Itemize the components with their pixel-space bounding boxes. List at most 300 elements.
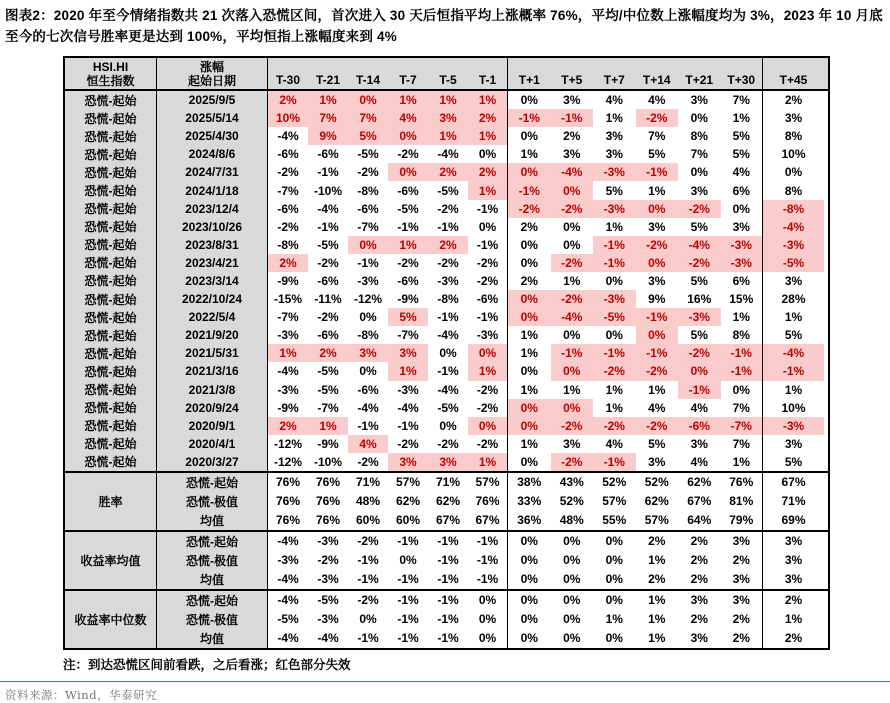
column-header-t+7: T+7 [603,73,625,87]
table-row [65,453,828,471]
value-cell: -1% [593,236,636,254]
row-date: 2023/8/31 [157,236,268,254]
value-cell: -5% [763,254,824,272]
value-cell: -11% [314,292,342,307]
value-cell: 7% [348,109,388,127]
value-cell: -6% [317,273,339,288]
table-row [65,127,828,145]
summary-value-cell: 0% [563,593,581,608]
summary-sub-label: 恐慌-极值 [157,492,268,511]
summary-value-cell: -4% [277,593,299,608]
summary-value-cell: 57% [602,494,627,509]
value-cell: -3% [593,200,636,218]
column-header-t+45: T+45 [779,73,808,87]
value-cell: -2% [678,200,721,218]
value-cell: 3% [348,344,388,362]
value-cell: -2% [437,255,459,270]
value-cell: -1% [636,308,679,326]
value-cell: 3% [648,219,666,234]
summary-value-cell: 1% [605,612,623,627]
value-cell: 4% [648,400,666,415]
value-cell: 3% [563,93,581,108]
column-header-t+1: T+1 [518,73,540,87]
value-cell: -2% [277,165,299,180]
value-cell: 0% [551,181,594,199]
value-cell: 0% [551,399,594,417]
summary-value-cell: 2% [690,534,708,549]
value-cell: 1% [648,382,666,397]
summary-sub-label: 恐慌-极值 [157,551,268,570]
summary-value-cell: 60% [355,513,381,528]
summary-value-cell: -1% [437,612,459,627]
value-cell: 0% [439,418,457,433]
value-cell: 3% [563,147,581,162]
value-cell: 1% [784,382,803,397]
value-cell: 0% [359,310,377,325]
value-cell: -3% [593,163,636,181]
row-date: 2023/10/26 [157,218,268,236]
summary-value-cell: 0% [520,612,538,627]
summary-value-cell: 3% [784,534,803,549]
summary-value-cell: -4% [277,631,299,646]
value-cell: 0% [388,163,428,181]
value-cell: -2% [551,417,594,435]
value-cell: -4% [551,308,594,326]
value-cell: 2% [468,163,508,181]
summary-value-cell: 0% [605,553,623,568]
value-cell: 1% [468,362,508,380]
row-label: 恐慌-起始 [65,435,157,453]
value-cell: -1% [357,418,379,433]
value-cell: -1% [721,344,764,362]
summary-value-cell: 62% [687,475,712,490]
source-attribution: 资料来源：Wind，华泰研究 [5,687,158,702]
value-cell: -6% [277,147,299,162]
value-cell: -3% [397,382,419,397]
table-row [65,344,828,362]
header-change-label: 涨幅 [199,59,224,74]
summary-value-cell: -1% [357,572,379,587]
value-cell: -1% [593,453,636,471]
summary-value-cell: 62% [644,494,669,509]
value-cell: -2% [636,236,679,254]
value-cell: -9% [277,273,299,288]
value-cell: 0% [563,328,581,343]
summary-value-cell: 0% [520,534,538,549]
value-cell: 0% [605,328,623,343]
value-cell: -7% [357,219,379,234]
value-cell: -1% [397,219,419,234]
value-cell: 7% [721,91,764,109]
value-cell: 2% [784,93,803,108]
value-cell: -2% [317,310,339,325]
summary-value-cell: 0% [359,612,377,627]
summary-value-cell: -2% [317,553,339,568]
value-cell: -1% [468,236,508,254]
value-cell: -1% [593,254,636,272]
table-row [65,200,828,218]
value-cell: 4% [348,435,388,453]
value-cell: 3% [690,436,708,451]
value-cell: -2% [397,255,419,270]
summary-value-cell: -3% [317,612,339,627]
value-cell: 16% [687,292,712,307]
table-row [65,308,828,326]
table-row [65,290,828,308]
value-cell: 0% [721,381,764,399]
value-cell: -10% [313,454,342,469]
value-cell: 2% [520,219,538,234]
value-cell: 3% [605,147,623,162]
value-cell: -1% [468,308,508,326]
value-cell: -5% [437,400,459,415]
summary-sub-label: 恐慌-起始 [157,591,268,610]
summary-label: 收益率中位数 [65,591,157,648]
value-cell: -3% [437,273,459,288]
value-cell: -2% [317,255,339,270]
summary-value-cell: 2% [690,612,708,627]
value-cell: -12% [353,292,382,307]
value-cell: -6% [468,290,508,308]
summary-value-cell: 0% [468,629,508,648]
summary-value-cell: 0% [605,572,623,587]
summary-value-cell: 3% [784,572,803,587]
row-label: 恐慌-起始 [65,399,157,417]
row-date: 2020/4/1 [157,435,268,453]
value-cell: 3% [784,436,803,451]
summary-value-cell: 0% [468,591,508,610]
value-cell: -9% [397,292,419,307]
value-cell: 0% [636,254,679,272]
summary-value-cell: 0% [563,612,581,627]
summary-value-cell: 71% [355,475,381,490]
value-cell: -6% [317,147,339,162]
summary-value-cell: -1% [397,593,419,608]
value-cell: 0% [636,200,679,218]
value-cell: 1% [605,111,623,126]
summary-value-cell: 0% [563,553,581,568]
value-cell: 1% [468,453,508,471]
header-index-code: HSI.HI [92,59,129,74]
summary-value-cell: -4% [277,572,299,587]
value-cell: 0% [784,165,803,180]
summary-block [65,532,828,591]
summary-value-cell: 52% [559,494,584,509]
value-cell: 4% [690,454,708,469]
row-label: 恐慌-起始 [65,344,157,362]
summary-label: 收益率均值 [65,532,157,589]
summary-value-cell: -1% [357,631,379,646]
table-row [65,218,828,236]
summary-value-cell: 76% [275,513,301,528]
summary-value-cell: 55% [602,513,627,528]
summary-value-cell: -1% [437,553,459,568]
value-cell: -7% [397,328,419,343]
value-cell: -2% [437,201,459,216]
table-row [65,326,828,344]
value-cell: -6% [357,382,379,397]
value-cell: -2% [593,417,636,435]
summary-value-cell: 2% [721,629,764,648]
value-cell: 1% [428,91,468,109]
value-cell: 3% [563,436,581,451]
table-row [65,381,828,399]
value-cell: -6% [678,417,721,435]
summary-value-cell: 2% [721,551,764,570]
value-cell: 1% [520,436,538,451]
summary-value-cell: -1% [468,532,508,551]
value-cell: 1% [520,328,538,343]
summary-value-cell: 76% [275,494,301,509]
column-header-t-1: T-1 [468,58,508,89]
summary-value-cell: 0% [520,593,538,608]
value-cell: -1% [508,109,551,127]
value-cell: 0% [690,111,708,126]
value-cell: 1% [605,400,623,415]
value-cell: -4% [763,344,824,362]
value-cell: 2% [268,91,308,109]
value-cell: 8% [690,129,708,144]
summary-value-cell: -1% [397,572,419,587]
summary-value-cell: 76% [721,473,764,492]
table-row [65,163,828,181]
value-cell: -3% [678,308,721,326]
value-cell: -2% [397,147,419,162]
value-cell: -5% [593,308,636,326]
row-date: 2023/12/4 [157,200,268,218]
value-cell: 0% [468,218,508,236]
row-label: 恐慌-起始 [65,453,157,471]
value-cell: -1% [437,219,459,234]
value-cell: 7% [721,435,764,453]
value-cell: 0% [508,417,551,435]
summary-value-cell: -3% [317,534,339,549]
summary-value-cell: -4% [317,631,339,646]
value-cell: -5% [397,201,419,216]
summary-value-cell: -2% [357,593,379,608]
value-cell: 0% [520,255,538,270]
summary-value-cell: 64% [687,513,712,528]
summary-value-cell: 48% [355,494,381,509]
value-cell: 6% [721,272,764,290]
summary-value-cell: 3% [784,553,803,568]
value-cell: 1% [388,91,428,109]
value-cell: -8% [357,328,379,343]
row-label: 恐慌-起始 [65,272,157,290]
summary-value-cell: -1% [437,593,459,608]
value-cell: 1% [721,109,764,127]
value-cell: 5% [721,127,764,145]
summary-value-cell: 81% [721,492,764,511]
value-cell: 3% [784,273,803,288]
value-cell: -2% [636,417,679,435]
summary-value-cell: 1% [784,612,803,627]
summary-value-cell: 52% [602,475,627,490]
table-row [65,399,828,417]
summary-value-cell: 0% [563,631,581,646]
value-cell: 4% [605,436,623,451]
summary-value-cell: -1% [397,534,419,549]
summary-value-cell: 67% [468,511,508,530]
value-cell: 1% [784,310,803,325]
row-date: 2021/9/20 [157,326,268,344]
summary-value-cell: 0% [605,593,623,608]
value-cell: -1% [437,364,459,379]
row-label: 恐慌-起始 [65,254,157,272]
value-cell: -2% [551,453,594,471]
row-date: 2023/4/21 [157,254,268,272]
row-date: 2025/4/30 [157,127,268,145]
value-cell: 1% [563,382,581,397]
summary-sub-label: 均值 [157,511,268,530]
summary-value-cell: -1% [437,534,459,549]
value-cell: 5% [721,145,764,163]
row-label: 恐慌-起始 [65,145,157,163]
value-cell: 3% [784,111,803,126]
summary-value-cell: 76% [468,492,508,511]
table-row [65,91,828,109]
row-date: 2025/5/14 [157,109,268,127]
summary-value-cell: 62% [395,494,421,509]
value-cell: -1% [721,362,764,380]
value-cell: 1% [605,219,623,234]
value-cell: -7% [277,310,299,325]
value-cell: 0% [721,200,764,218]
value-cell: -5% [437,183,459,198]
value-cell: 5% [690,219,708,234]
value-cell: 10% [781,400,806,415]
value-cell: -2% [468,272,508,290]
value-cell: 3% [690,93,708,108]
value-cell: 10% [781,147,806,162]
value-cell: -2% [357,454,379,469]
column-header-t-21: T-21 [315,73,340,87]
summary-value-cell: 0% [520,553,538,568]
table-header-row [65,58,828,91]
value-cell: 5% [784,454,803,469]
value-cell: 1% [520,147,538,162]
value-cell: 3% [721,218,764,236]
value-cell: 7% [648,129,666,144]
value-cell: -4% [678,236,721,254]
value-cell: -2% [551,200,594,218]
value-cell: -15% [273,292,302,307]
row-label: 恐慌-起始 [65,417,157,435]
value-cell: 0% [563,237,581,252]
value-cell: 0% [359,364,377,379]
summary-value-cell: 3% [690,593,708,608]
value-cell: 4% [388,109,428,127]
summary-value-cell: 67% [687,494,712,509]
table-row [65,109,828,127]
summary-value-cell: 0% [520,631,538,646]
row-date: 2024/1/18 [157,181,268,199]
value-cell: -2% [397,436,419,451]
value-cell: -1% [593,344,636,362]
value-cell: -4% [437,382,459,397]
summary-value-cell: 1% [648,631,666,646]
table-summary [65,473,828,648]
value-cell: -1% [437,310,459,325]
summary-value-cell: 2% [690,572,708,587]
summary-label: 胜率 [65,473,157,530]
value-cell: 0% [468,145,508,163]
value-cell: -3% [721,236,764,254]
value-cell: 1% [388,236,428,254]
value-cell: 8% [721,326,764,344]
column-header-t-30: T-30 [275,73,300,87]
value-cell: 0% [520,129,538,144]
value-cell: -6% [397,273,419,288]
value-cell: 5% [348,127,388,145]
summary-value-cell: -1% [397,631,419,646]
summary-value-cell: 0% [563,572,581,587]
row-date: 2021/5/31 [157,344,268,362]
value-cell: -8% [437,292,459,307]
summary-sub-label: 均值 [157,570,268,589]
summary-value-cell: 1% [648,612,666,627]
value-cell: -2% [468,399,508,417]
value-cell: 1% [468,127,508,145]
summary-value-cell: 79% [721,511,764,530]
column-header-t-7: T-7 [399,73,417,87]
summary-value-cell: 3% [721,591,764,610]
value-cell: 0% [520,454,538,469]
value-cell: 3% [648,454,666,469]
value-cell: 2% [468,109,508,127]
summary-value-cell: -3% [277,553,299,568]
value-cell: 0% [508,290,551,308]
value-cell: -4% [763,218,824,236]
value-cell: -7% [277,183,299,198]
summary-value-cell: 3% [721,532,764,551]
summary-sub-label: 恐慌-起始 [157,532,268,551]
header-start-date [157,58,268,89]
value-cell: -12% [273,454,302,469]
value-cell: 3% [648,273,666,288]
summary-value-cell: -4% [277,534,299,549]
summary-value-cell: 3% [721,570,764,589]
value-cell: -1% [317,219,339,234]
summary-sub-label: 均值 [157,629,268,648]
value-cell: 5% [648,147,666,162]
summary-block [65,473,828,532]
summary-value-cell: 60% [395,513,421,528]
summary-value-cell: 71% [435,475,461,490]
value-cell: 1% [428,127,468,145]
value-cell: 7% [308,109,348,127]
value-cell: -2% [468,254,508,272]
value-cell: -1% [678,381,721,399]
row-date: 2022/10/24 [157,290,268,308]
row-date: 2025/9/5 [157,91,268,109]
row-date: 2020/9/1 [157,417,268,435]
value-cell: 1% [721,308,764,326]
value-cell: -3% [763,236,824,254]
value-cell: 3% [428,453,468,471]
column-header-t+14: T+14 [642,73,671,87]
header-index-cn: 恒生指数 [86,73,135,88]
value-cell: 5% [784,328,803,343]
row-label: 恐慌-起始 [65,163,157,181]
summary-value-cell: 0% [563,534,581,549]
value-cell: 0% [563,219,581,234]
table-row [65,435,828,453]
value-cell: -6% [277,201,299,216]
column-header-t+30: T+30 [721,58,764,89]
row-date: 2024/8/6 [157,145,268,163]
value-cell: 1% [268,344,308,362]
